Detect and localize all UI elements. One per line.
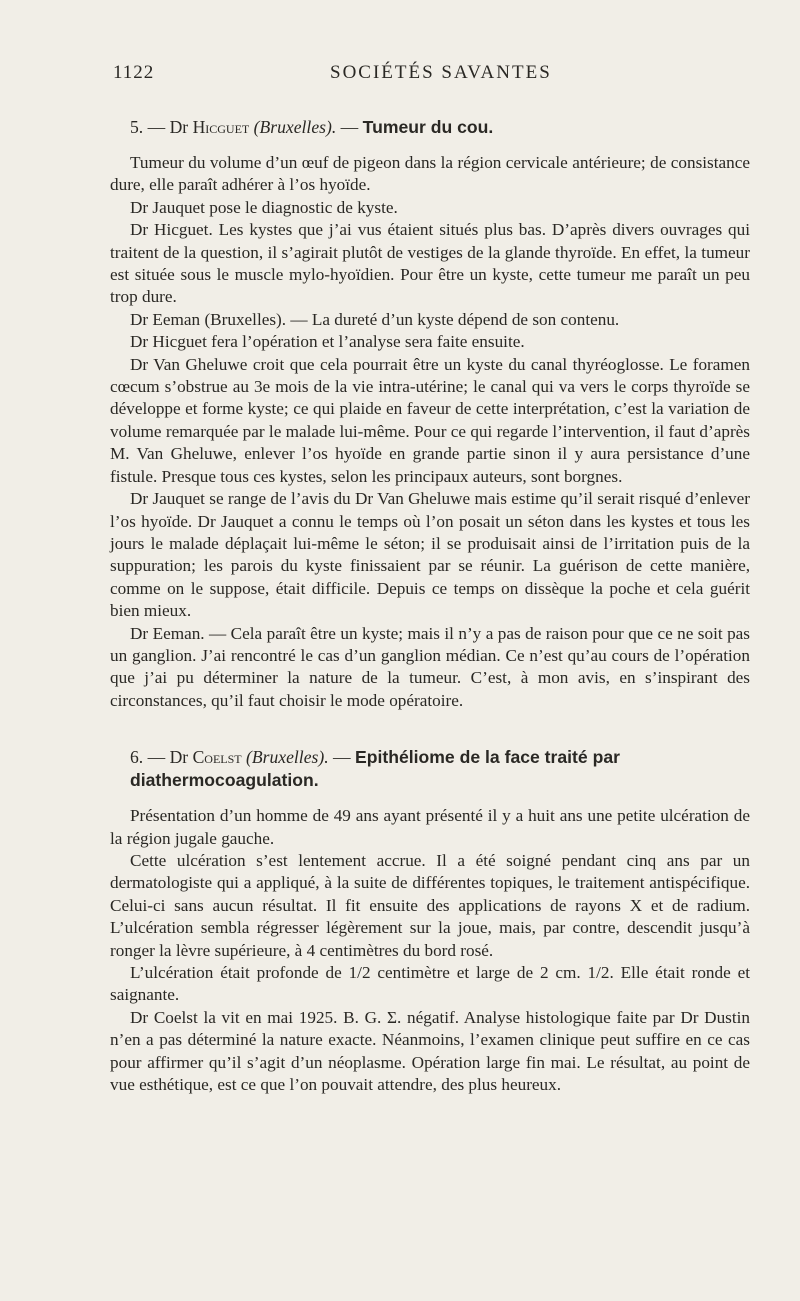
paragraph: Dr Hicguet fera l’opération et l’analyse sera faite ensuite. bbox=[130, 332, 525, 352]
section-5-dr: Dr bbox=[169, 117, 193, 137]
running-title: SOCIÉTÉS SAVANTES bbox=[330, 62, 552, 83]
section-6-number: 6. — bbox=[130, 747, 170, 768]
paragraph: Tumeur du volume d’un œuf de pigeon dans la région cervicale antérieure; de consistance dure, elle paraît adhérer à l’os hyoïde. bbox=[110, 153, 750, 195]
paragraph: Dr Eeman. — Cela paraît être un kyste; mais il n’y a pas de raison pour que ce ne soit pas un ganglion. J’ai rencontré le cas d’un ganglion médian. Ce n’est qu’au cours de l’opération que j’ai pu déterminer la nature de la tumeur. C’est, à mon avis, en s’inspirant des circonstances, qu’il faut choisir le mode opératoire. bbox=[110, 623, 750, 710]
section-5-title: Tumeur du cou. bbox=[362, 117, 494, 137]
page-number: 1122 bbox=[113, 62, 155, 83]
section-5-heading bbox=[110, 116, 750, 139]
section-5-affiliation: (Bruxelles). bbox=[253, 117, 337, 137]
paragraph: Dr Coelst la vit en mai 1925. B. G. Σ. négatif. Analyse histologique faite par Dr Dustin n’en a pas déterminé la nature exacte. Néanmoins, l’examen clinique peut suffire en ce cas pour affirmer qu’il s’agit d’un néoplasme. Opération large fin mai. Le résultat, au point de vue esthétique, est ce que l’on pouvait attendre, des plus heureux. bbox=[110, 1007, 750, 1095]
section-6-dash: — bbox=[328, 747, 355, 768]
paragraph: Dr Jauquet se range de l’avis du Dr Van Gheluwe mais estime qu’il serait risqué d’enlever l’os hyoïde. Dr Jauquet a connu le temps où l’on posait un séton dans les kystes et tous les jours le malade déplaçait lui-même le séton; il se produisait ainsi de l’irritation puis de la suppuration; les parois du kyste finissaient par se réunir. La guérison de cette manière, comme on le suppose, était difficile. Depuis ce temps on dissèque la poche et cela guérit bien mieux. bbox=[110, 489, 750, 621]
paragraph: L’ulcération était profonde de 1/2 centimètre et large de 2 cm. 1/2. Elle était ronde et saignante. bbox=[110, 963, 750, 1005]
paragraph: Dr Jauquet pose le diagnostic de kyste. bbox=[130, 197, 398, 217]
section-6-title: Epithéliome de la face traité par diathermocoagulation. bbox=[130, 747, 620, 791]
paragraph: Présentation d’un homme de 49 ans ayant présenté il y a huit ans une petite ulcération de la région jugale gauche. bbox=[110, 806, 750, 848]
section-6-author: Coelst bbox=[192, 747, 242, 768]
section-5-number: 5. — bbox=[130, 117, 170, 137]
article-body bbox=[110, 116, 750, 1096]
running-head bbox=[110, 62, 750, 96]
section-5-author: Hicguet bbox=[192, 117, 250, 137]
paragraph: Dr Hicguet. Les kystes que j’ai vus étaient situés plus bas. D’après divers ouvrages qui traitent de la question, il s’agirait plutôt de vestiges de la glande thyroïde. En effet, la tumeur est située sous le muscle mylo-hyoïdien. Pour être un kyste, cette tumeur me paraît un peu trop dure. bbox=[110, 220, 750, 307]
paragraph: Cette ulcération s’est lentement accrue. Il a été soigné pendant cinq ans par un dermatologiste qui a appliqué, à la suite de différentes topiques, le traitement antispécifique. Celui-ci sans aucun résultat. Il fit ensuite des applications de rayons X et de radium. L’ulcération sembla régresser légèrement sur la joue, mais, par contre, descendit jusqu’à ronger la lèvre supérieure, à 4 centimètres du bord rosé. bbox=[110, 850, 750, 960]
paragraph: Dr Van Gheluwe croit que cela pourrait être un kyste du canal thyréoglosse. Le foramen cœcum s’obstrue au 3e mois de la vie intra-utérine; le canal qui va vers le corps thyroïde se développe et forme kyste; ce qui plaide en faveur de cette interprétation, c’est la variation de volume remarquée par le malade lui-même. Pour ce qui regarde l’intervention, il faut d’après M. Van Gheluwe, enlever l’os hyoïde en grande partie sinon il y aura persistance d’une fistule. Presque tous ces kystes, selon les principaux auteurs, sont borgnes. bbox=[110, 354, 750, 486]
section-6-heading bbox=[110, 746, 750, 792]
section-6-affiliation: (Bruxelles). bbox=[246, 747, 329, 768]
section-6-dr: Dr bbox=[169, 747, 193, 768]
paragraph: Dr Eeman (Bruxelles). — La dureté d’un kyste dépend de son contenu. bbox=[130, 309, 620, 329]
section-5-dash: — bbox=[336, 117, 363, 137]
